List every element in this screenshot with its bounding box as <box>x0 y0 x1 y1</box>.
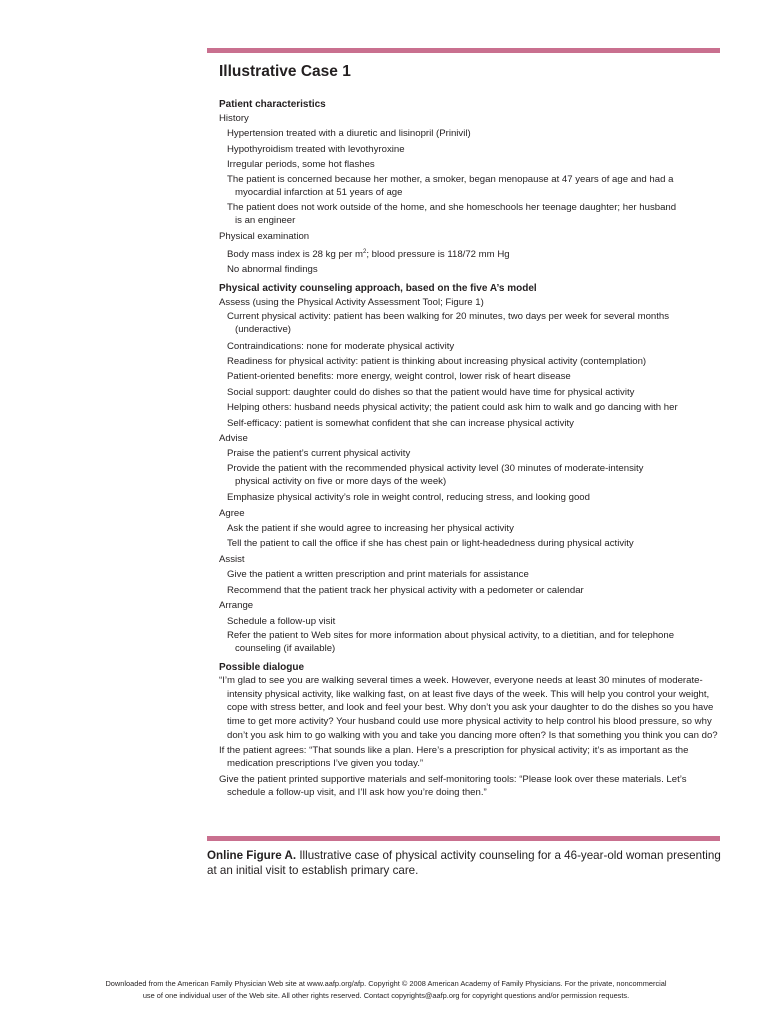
history-item-text: The patient is concerned because her mother, a smoker, began menopause at 47 years of age and had a <box>227 173 674 185</box>
assess-item: Readiness for physical activity: patient is thinking about increasing physical activity (contemplation) <box>227 356 647 368</box>
arrange-item-text: Refer the patient to Web sites for more information about physical activity, to a dietitian, and for telephone <box>227 629 675 641</box>
assess-item: Patient-oriented benefits: more energy, weight control, lower risk of heart disease <box>227 371 571 383</box>
history-item: Hypothyroidism treated with levothyroxine <box>227 143 405 155</box>
bp-text: ; blood pressure is 118/72 mm Hg <box>366 249 510 260</box>
arrange-item-continuation: counseling (if available) <box>235 642 336 654</box>
assess-item: Helping others: husband needs physical activity; the patient could ask him to walk and go dancing with her <box>227 402 678 414</box>
history-item-home <box>219 201 719 229</box>
figure-caption <box>207 848 723 878</box>
advise-item-provide <box>219 462 719 490</box>
footer-line: Downloaded from the American Family Physician Web site at www.aafp.org/afp. Copyright © 2008 American Academy of Family Physicians. For the private, noncommercial <box>105 979 667 988</box>
illustrative-case-box <box>219 62 719 801</box>
advise-item: Praise the patient’s current physical activity <box>227 448 411 460</box>
patient-characteristics-heading: Patient characteristics <box>219 99 326 110</box>
assist-item: Recommend that the patient track her physical activity with a pedometer or calendar <box>227 584 584 596</box>
exam-item: No abnormal findings <box>227 264 318 276</box>
history-item: Irregular periods, some hot flashes <box>227 159 375 171</box>
assess-item: Self-efficacy: patient is somewhat confident that she can increase physical activity <box>227 417 574 429</box>
history-item-continuation: myocardial infarction at 51 years of age <box>235 186 403 198</box>
exam-label: Physical examination <box>219 231 310 243</box>
copyright-footer <box>30 978 742 1002</box>
counseling-approach-heading: Physical activity counseling approach, based on the five A’s model <box>219 282 537 294</box>
caption-text: Illustrative case of physical activity counseling for a 46-year-old woman presenting at an initial visit to establish primary care. <box>207 849 721 877</box>
agree-item: Ask the patient if she would agree to increasing her physical activity <box>227 523 514 535</box>
bmi-text: Body mass index is 28 kg per m <box>227 249 363 260</box>
case-title: Illustrative Case 1 <box>219 63 351 80</box>
assess-item: Contraindications: none for moderate physical activity <box>227 340 455 352</box>
arrange-item: Schedule a follow-up visit <box>227 615 336 627</box>
agree-label: Agree <box>219 507 245 519</box>
assess-label: Assess (using the Physical Activity Assessment Tool; Figure 1) <box>219 296 484 308</box>
history-item-family-concern <box>219 173 719 201</box>
history-item-text: The patient does not work outside of the home, and she homeschools her teenage daughter; her husband <box>227 202 677 214</box>
bottom-rule <box>207 836 720 841</box>
advise-item-continuation: physical activity on five or more days of the week) <box>235 475 447 487</box>
footer-line: use of one individual user of the Web site. All other rights reserved. Contact copyrights@aafp.org for copyright questions and/or permission requests. <box>142 991 630 1000</box>
dialogue-paragraph: “I’m glad to see you are walking several times a week. However, everyone needs at least 30 minutes of moderate-intensity physical activity, like walking fast, on at least five days of the week. This will help you control your weight, cope with stress better, and look and feel your best. Why don’t you ask your daughter to do the dishes so you have time to get more activity? Your husband could use more physical activity to help control his blood pressure, so why don’t you ask him to go walking with you and take you dancing more often? Is that something you think you can do? <box>219 675 718 741</box>
dialogue-paragraph: If the patient agrees: “That sounds like a plan. Here’s a prescription for physical activity; it’s as important as the medication prescriptions I’ve given you today.” <box>219 744 689 770</box>
advise-item: Emphasize physical activity’s role in weight control, reducing stress, and looking good <box>227 492 590 504</box>
assess-item-continuation: (underactive) <box>235 324 291 336</box>
arrange-label: Arrange <box>219 600 254 612</box>
advise-label: Advise <box>219 433 248 445</box>
assess-item-current <box>219 310 719 338</box>
advise-item-text: Provide the patient with the recommended physical activity level (30 minutes of moderate-intensity <box>227 462 644 474</box>
assist-label: Assist <box>219 553 245 565</box>
history-item: Hypertension treated with a diuretic and lisinopril (Prinivil) <box>227 128 471 140</box>
possible-dialogue-heading: Possible dialogue <box>219 662 305 674</box>
top-rule <box>207 48 720 53</box>
bmi-superscript: 2 <box>362 248 367 255</box>
history-item-continuation: is an engineer <box>235 215 296 227</box>
assist-item: Give the patient a written prescription and print materials for assistance <box>227 569 529 581</box>
assess-item-text: Current physical activity: patient has been walking for 20 minutes, two days per week for several months <box>227 311 670 323</box>
dialogue-paragraph: Give the patient printed supportive materials and self-monitoring tools: “Please look over these materials. Let’s schedule a follow-up visit, and I’ll ask how you’re doing then.” <box>219 773 687 799</box>
history-label: History <box>219 113 249 124</box>
assess-item: Social support: daughter could do dishes so that the patient would have time for physical activity <box>227 386 635 398</box>
exam-item-bmi <box>219 245 719 263</box>
agree-item: Tell the patient to call the office if she has chest pain or light-headedness during physical activity <box>227 538 634 550</box>
arrange-item-refer <box>219 629 719 657</box>
caption-label: Online Figure A. <box>207 849 297 862</box>
